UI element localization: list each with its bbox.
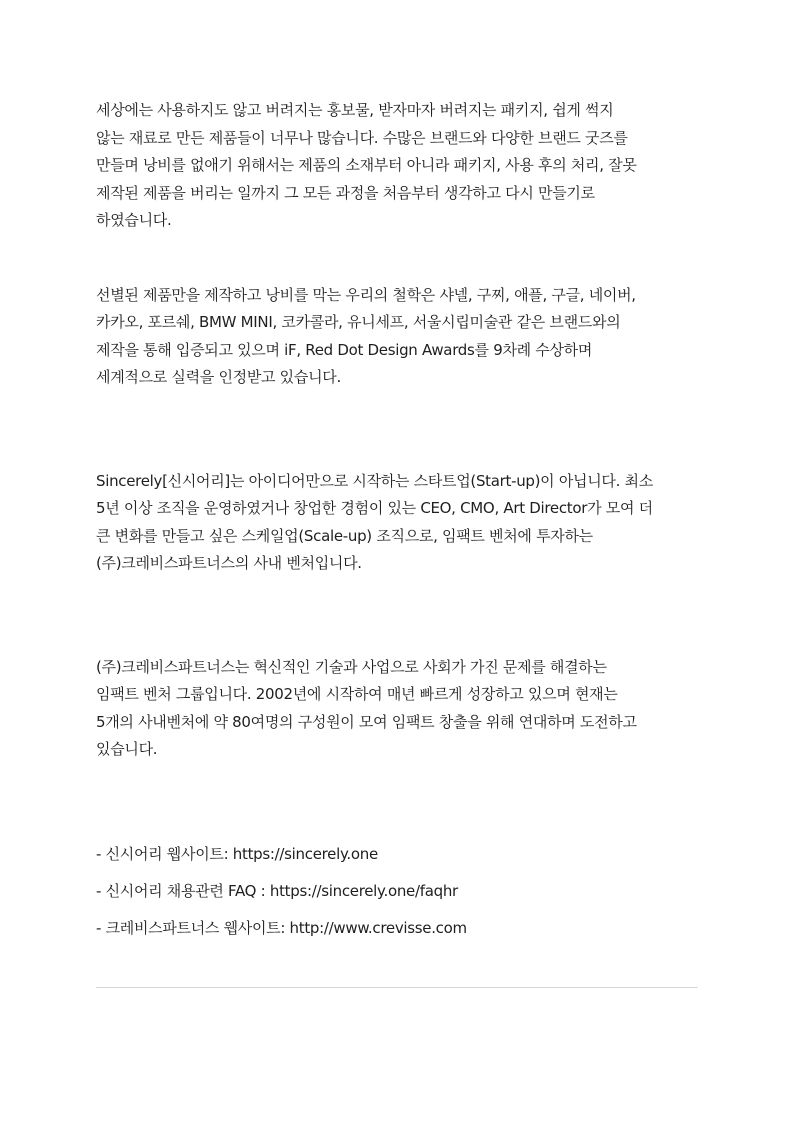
text-line: (주)크레비스파트너스의 사내 벤처입니다. [96,554,362,572]
text-line: 5개의 사내벤처에 약 80여명의 구성원이 모여 임팩트 창출을 위해 연대하며 도전하고 [96,712,637,731]
paragraph-crevisse-intro [96,654,698,764]
text-line: 세계적으로 실력을 인정받고 있습니다. [96,368,341,386]
text-line: 카카오, 포르쉐, BMW MINI, 코카콜라, 유니세프, 서울시립미술관 같은 브랜드와의 [96,313,621,331]
link-sincerely-faq[interactable]: - 신시어리 채용관련 FAQ : https://sincerely.one/faqhr [96,881,458,900]
link-list [96,841,698,941]
text-line: 있습니다. [96,740,158,758]
document-body [96,97,698,952]
link-crevisse-website[interactable]: - 크레비스파트너스 웹사이트: http://www.crevisse.com [96,918,467,937]
paragraph-waste-problem [96,97,698,235]
link-sincerely-website[interactable]: - 신시어리 웹사이트: https://sincerely.one [96,844,378,863]
text-line: 세상에는 사용하지도 않고 버려지는 홍보물, 받자마자 버려지는 패키지, 쉽게 썩지 [96,101,614,119]
text-line: 만들며 낭비를 없애기 위해서는 제품의 소재부터 아니라 패키지, 사용 후의 처리, 잘못 [96,156,637,174]
text-line: Sincerely[신시어리]는 아이디어만으로 시작하는 스타트업(Start-up)이 아닙니다. 최소 [96,471,653,490]
text-line: 큰 변화를 만들고 싶은 스케일업(Scale-up) 조직으로, 임팩트 벤처에 투자하는 [96,526,593,545]
text-line: 5년 이상 조직을 운영하였거나 창업한 경험이 있는 CEO, CMO, Art Director가 모여 더 [96,499,653,517]
text-line: 임팩트 벤처 그룹입니다. 2002년에 시작하여 매년 빠르게 성장하고 있으며 현재는 [96,685,618,703]
text-line: 않는 재료로 만든 제품들이 너무나 많습니다. 수많은 브랜드와 다양한 브랜드 굿즈를 [96,128,628,147]
paragraph-philosophy [96,282,698,392]
text-line: (주)크레비스파트너스는 혁신적인 기술과 사업으로 사회가 가진 문제를 해결하는 [96,657,607,676]
paragraph-sincerely-intro [96,468,698,578]
text-line: 선별된 제품만을 제작하고 낭비를 막는 우리의 철학은 샤넬, 구찌, 애플, 구글, 네이버, [96,285,636,304]
text-line: 하였습니다. [96,211,172,229]
text-line: 제작을 통해 입증되고 있으며 iF, Red Dot Design Awards를 9차례 수상하며 [96,340,593,359]
horizontal-divider [96,987,698,988]
text-line: 제작된 제품을 버리는 일까지 그 모든 과정을 처음부터 생각하고 다시 만들기로 [96,183,595,202]
